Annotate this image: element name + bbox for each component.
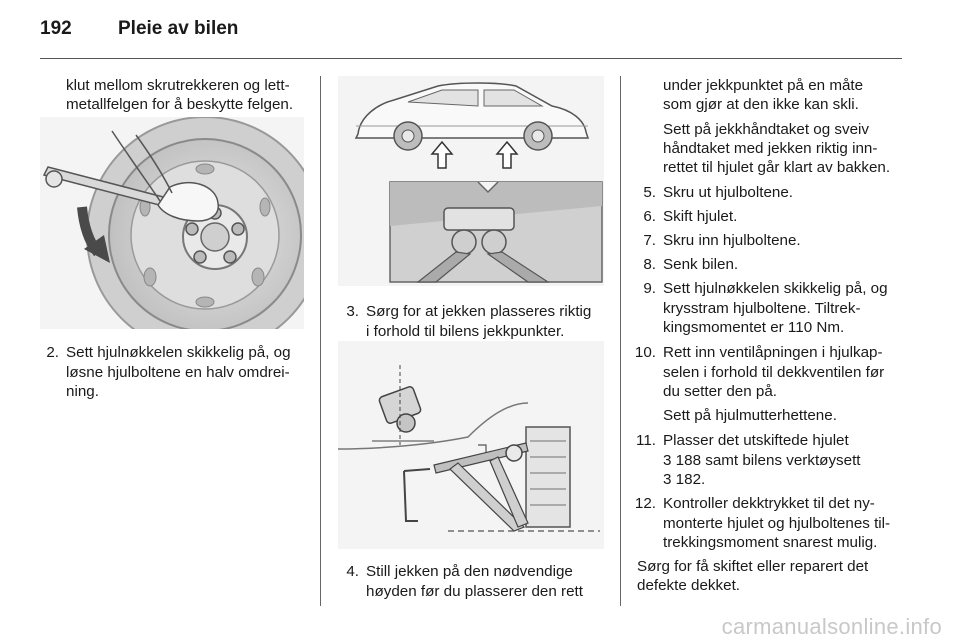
crank-para-line-1: Sett på jekkhåndtaket og sveiv	[663, 121, 870, 138]
column-divider-right	[620, 76, 621, 606]
watermark: carmanualsonline.info	[721, 614, 942, 639]
step-4-line-1: Still jekken på den nødvendige	[366, 563, 573, 580]
step-11-line-1: Plasser det utskiftede hjulet	[663, 432, 849, 449]
crank-para-line-3: rettet til hjulet går klart av bakken.	[663, 159, 891, 176]
step-6-number: 6.	[643, 208, 656, 225]
step-5-number: 5.	[643, 184, 656, 201]
step-9-line-3: kingsmomentet er 110 Nm.	[663, 319, 845, 336]
step-2-line-3: ning.	[66, 383, 99, 400]
step-12-number: 12.	[634, 495, 656, 512]
page-ref-arrow-icon: 3	[663, 471, 672, 488]
step-5-text: Skru ut hjulboltene.	[663, 184, 794, 201]
step-2-line-2: løsne hjulboltene en halv omdrei-	[66, 363, 290, 381]
step-2	[46, 343, 316, 402]
step-8	[643, 255, 739, 275]
page-number: 192	[40, 18, 72, 39]
page-header	[0, 0, 960, 60]
step-4-number: 4.	[346, 563, 359, 580]
step-11-ref-1-text: 188 samt bilens verktøysett	[671, 451, 861, 469]
step-7-text: Skru inn hjulboltene.	[663, 232, 801, 249]
header-rule	[40, 58, 902, 59]
step-12-line-3: trekkingsmoment snarest mulig.	[663, 534, 878, 551]
step-7-number: 7.	[643, 232, 656, 249]
step-9-line-2: krysstram hjulboltene. Tiltrek-	[663, 299, 861, 317]
wheel-wrench-illustration	[40, 117, 304, 329]
step-3	[346, 302, 606, 341]
intro-line-1: klut mellom skrutrekkeren og lett-	[66, 77, 290, 94]
step-11-number: 11.	[636, 432, 656, 449]
step-3-line-1: Sørg for at jekken plasseres riktig	[366, 303, 592, 320]
step-9	[643, 279, 913, 338]
step-3-number: 3.	[346, 303, 359, 320]
page-title: Pleie av bilen	[118, 18, 239, 39]
step-10-line-3: du setter den på.	[663, 383, 777, 400]
step-5	[643, 183, 794, 203]
jacking-points-illustration	[338, 76, 604, 286]
step-2-number: 2.	[46, 344, 59, 361]
step-11-ref-2	[663, 470, 913, 490]
step-11	[636, 431, 913, 490]
step-7	[643, 231, 801, 251]
closing-line-2: defekte dekket.	[637, 577, 741, 594]
step-3-line-2: i forhold til bilens jekkpunkter.	[366, 322, 565, 340]
step-8-number: 8.	[643, 256, 656, 273]
step-4-continuation-2: som gjør at den ikke kan skli.	[663, 96, 859, 113]
step-6	[643, 207, 738, 227]
intro-line-2: metallfelgen for å beskytte felgen.	[66, 96, 294, 113]
step-12-line-1: Kontroller dekktrykket til det ny-	[663, 495, 875, 512]
closing-line-1: Sørg for få skiftet eller reparert det	[637, 558, 869, 575]
step-4-continuation-1: under jekkpunktet på en måte	[663, 77, 864, 94]
step-12-line-2: monterte hjulet og hjulboltenes til-	[663, 514, 891, 532]
step-9-number: 9.	[643, 280, 656, 297]
step-11-ref-1	[663, 451, 913, 471]
crank-para-line-2: håndtaket med jekken riktig inn-	[663, 140, 878, 157]
step-11-ref-2-text: 182.	[671, 471, 706, 488]
step-4-line-2: høyden før du plasserer den rett	[366, 582, 583, 600]
step-12	[634, 494, 913, 553]
step-8-text: Senk bilen.	[663, 256, 739, 273]
step-10-line-1: Rett inn ventilåpningen i hjulkap-	[663, 344, 883, 361]
step-9-line-1: Sett hjulnøkkelen skikkelig på, og	[663, 280, 888, 297]
step-10-note: Sett på hjulmutterhettene.	[663, 407, 837, 424]
step-10-number: 10.	[634, 344, 656, 361]
step-2-line-1: Sett hjulnøkkelen skikkelig på, og	[66, 344, 291, 361]
step-10-line-2: selen i forhold til dekkventilen før	[663, 363, 885, 381]
step-4	[346, 562, 606, 601]
jack-positioning-illustration	[338, 341, 604, 549]
step-6-text: Skift hjulet.	[663, 208, 738, 225]
page-ref-arrow-icon: 3	[663, 451, 672, 469]
column-divider-left	[320, 76, 321, 606]
step-10	[634, 343, 913, 402]
